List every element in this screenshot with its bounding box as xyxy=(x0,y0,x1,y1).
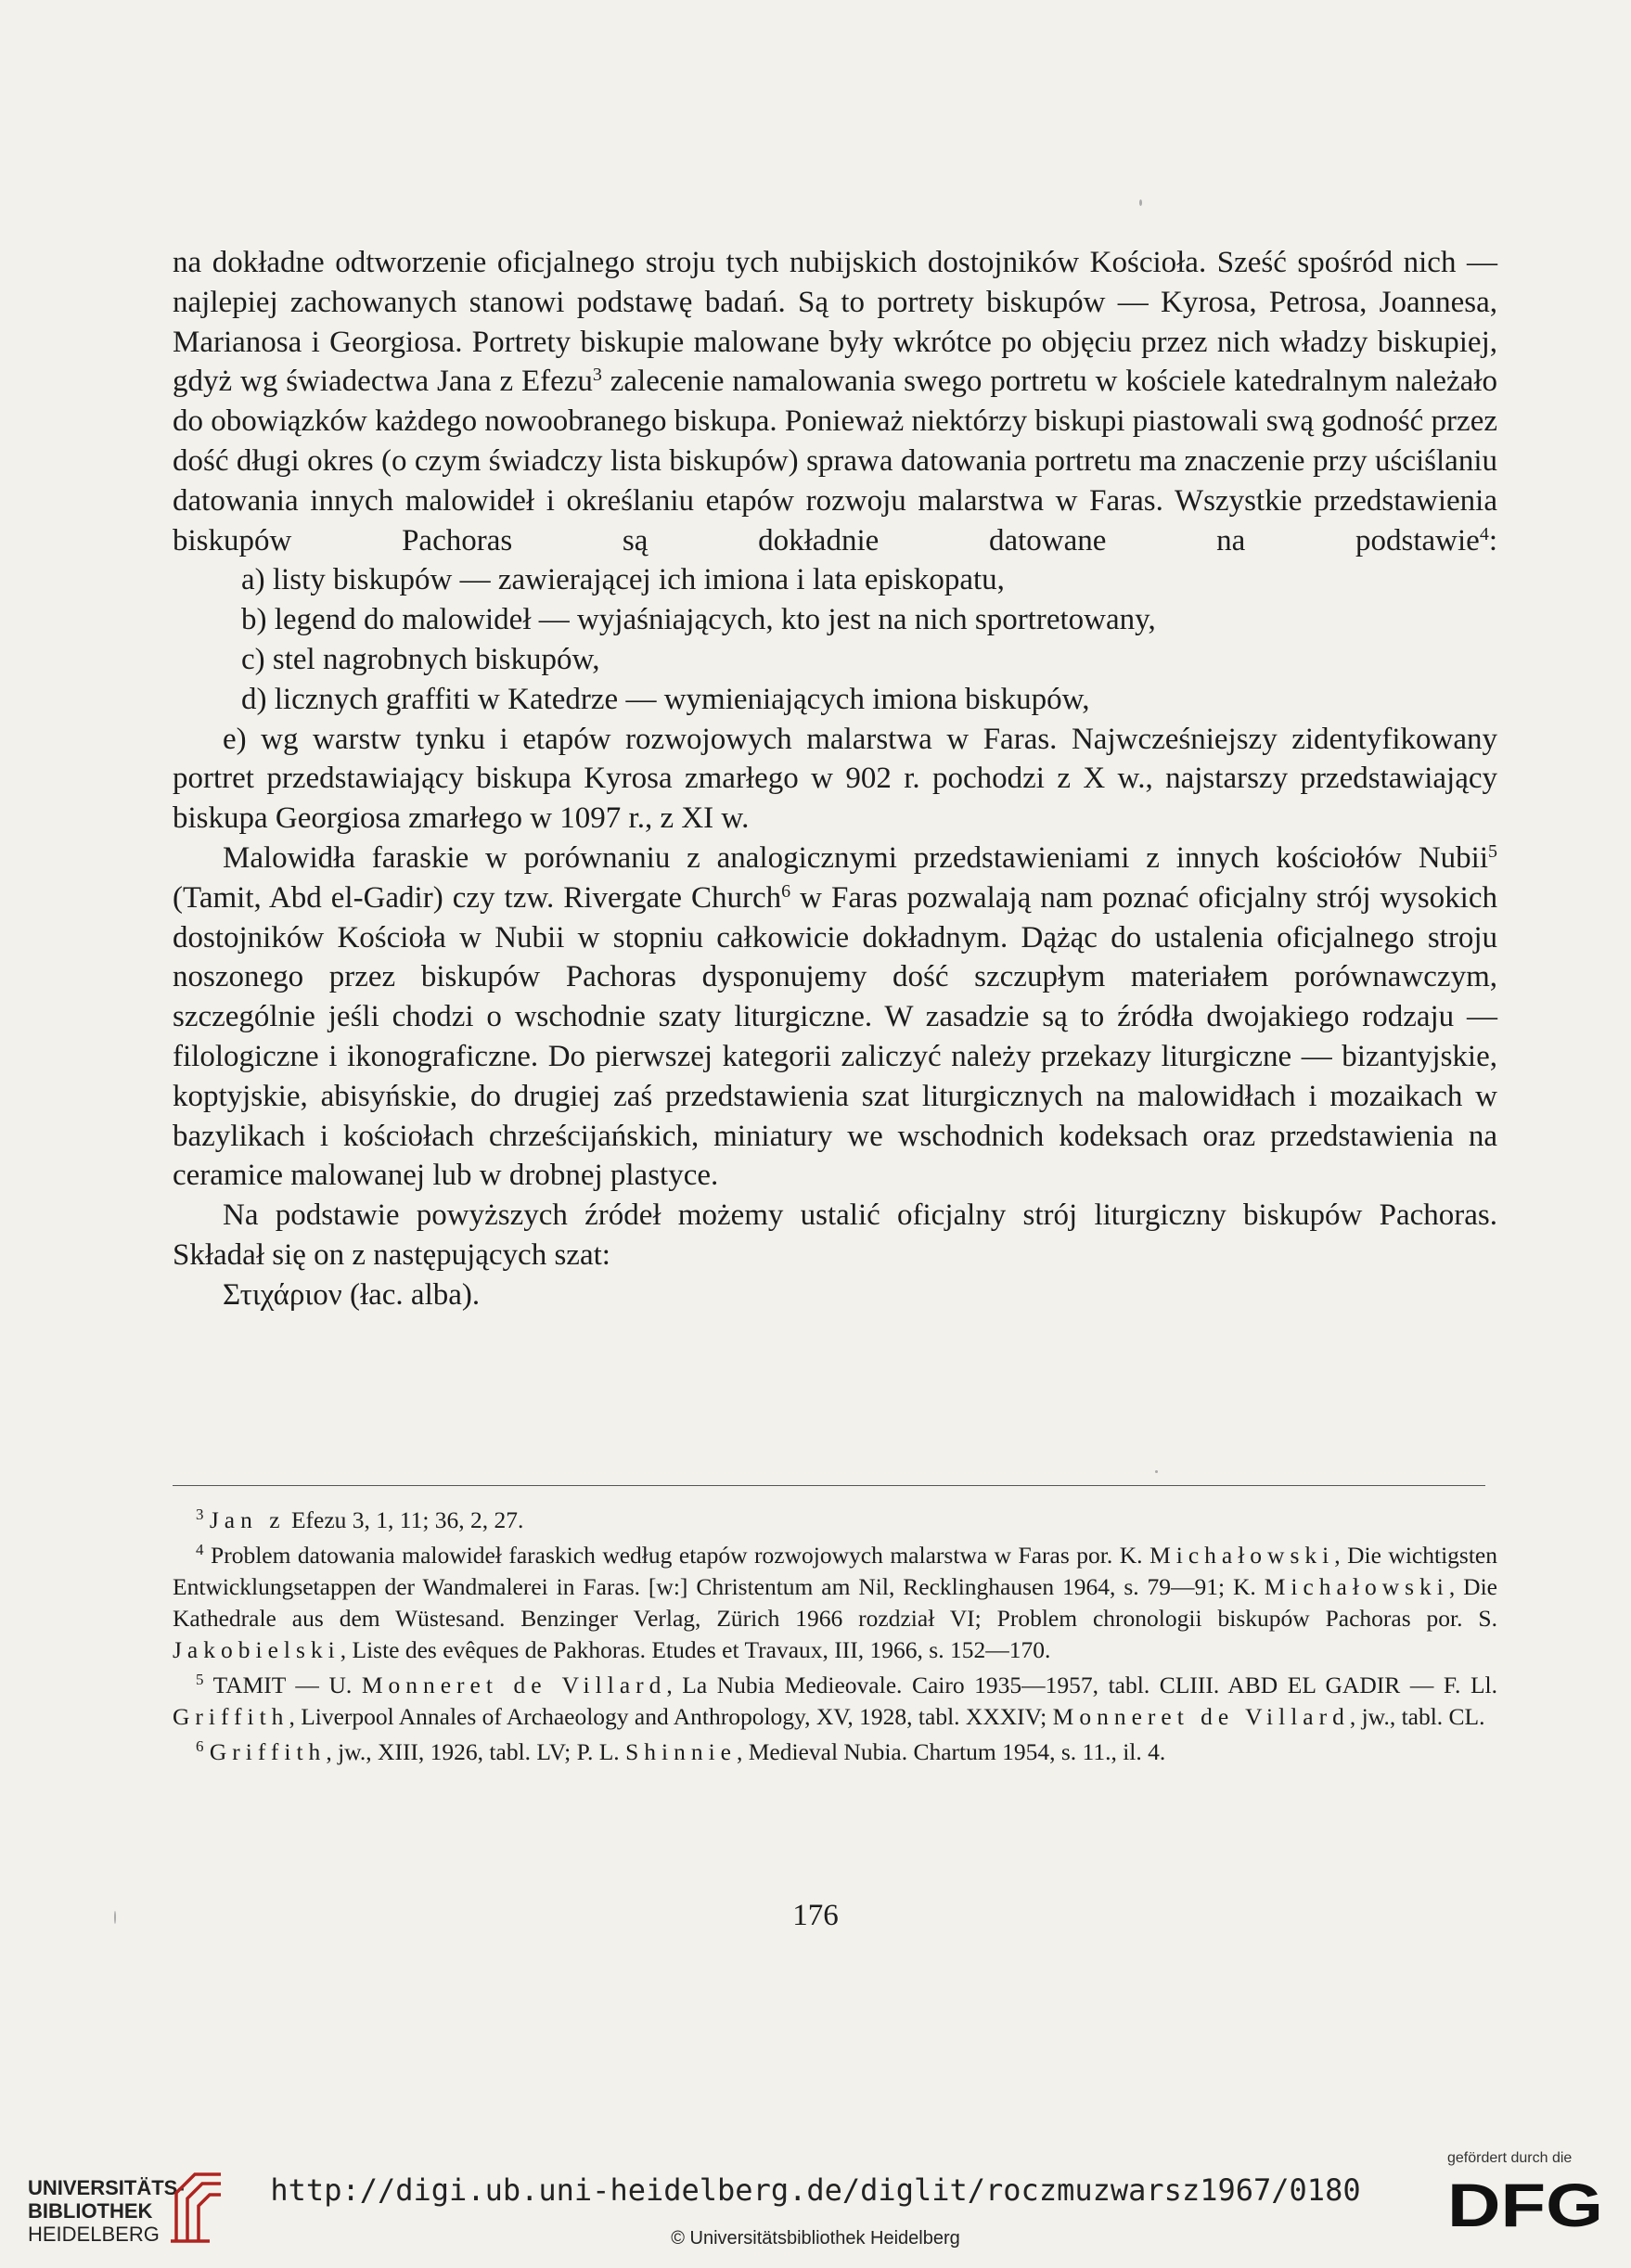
paragraph: Malowidła faraskie w porównaniu z analogicznymi przedstawieniami z innych kościołów Nubii$^5$ (Tamit, Abd el-Gadir) czy tzw. Rivergate Church$^6$ w Faras pozwalają nam poznać oficjalny strój wysokich dostojników Kościoła w Nubii w stopniu całkowicie dokładnym. Dążąc do ustalenia oficjalnego stroju noszonego przez biskupów Pachoras dysponujemy dość szczupłym materiałem porównawczym, szczególnie jeśli chodzi o wschodnie szaty liturgiczne. W zasadzie są to źródła dwojakiego rodzaju — filologiczne i ikonograficzne. Do pierwszej kategorii zaliczyć należy przekazy liturgiczne — bizantyjskie, koptyjskie, abisyńskie, do drugiej zaś przedstawienia szat liturgicznych na malowidłach i mozaikach w bazylikach i kościołach chrześcijańskich, miniatury we wschodnich kodeksach oraz przedstawienia na ceramice malowanej lub w drobnej plastyce. xyxy=(173,840,1497,1193)
footnote-number: 6 xyxy=(196,1736,204,1755)
footnote-ref[interactable]: 5 xyxy=(1488,840,1497,862)
dfg-logo-icon xyxy=(1447,2174,1605,2236)
footnote-ref[interactable]: 6 xyxy=(781,880,791,902)
author-name: Michałowski xyxy=(1149,1541,1335,1569)
footnotes xyxy=(173,1505,1497,1772)
footnote xyxy=(173,1505,1497,1536)
list-item-c: c) stel nagrobnych biskupów, xyxy=(241,642,600,676)
footnote-text: , Liste des evêques de Pakhoras. Etudes et Travaux, III, 1966, s. 152—170. xyxy=(340,1636,1051,1664)
author-name: Jan z xyxy=(209,1506,286,1533)
footnote xyxy=(173,1736,1497,1768)
author-name: Monneret de Villard xyxy=(1052,1703,1350,1731)
footnote-number: 3 xyxy=(196,1506,204,1523)
footnote-text: Problem datowania malowideł faraskich według etapów rozwojowych malarstwa w Faras por. K. xyxy=(211,1541,1150,1569)
permalink-url[interactable]: http://digi.ub.uni-heidelberg.de/diglit/roczmuzwarsz1967/0180 xyxy=(270,2172,1361,2208)
author-name: Monneret de Villard xyxy=(361,1672,667,1699)
scan-speck xyxy=(114,1911,116,1924)
digitization-footer xyxy=(0,2143,1631,2268)
svg-text:DFG: DFG xyxy=(1447,2174,1603,2236)
footnote xyxy=(173,1670,1497,1733)
body-text xyxy=(173,243,1497,1315)
scan-speck xyxy=(1139,199,1142,206)
author-name: Michałowski xyxy=(1264,1572,1449,1600)
footnote-ref[interactable]: 3 xyxy=(592,365,602,386)
funding-label: gefördert durch die xyxy=(1447,2150,1573,2166)
list-item-b: b) legend do malowideł — wyjaśniających, kto jest na nich sportretowany, xyxy=(241,603,1156,637)
author-name: Shinnie xyxy=(625,1737,737,1765)
footnote-text: , Die Kathedrale aus dem Wüstesand. Benzinger Verlag, Zürich 1966 rozdział VI; Problem chronologii biskupów Pachoras por. S. xyxy=(173,1572,1497,1633)
footnote-text: , Medieval Nubia. Chartum 1954, s. 11., il. 4. xyxy=(736,1737,1166,1765)
footnote-number: 5 xyxy=(196,1671,204,1689)
scan-speck xyxy=(1155,1470,1158,1473)
paragraph: na dokładne odtworzenie oficjalnego stroju tych nubijskich dostojników Kościoła. Sześć spośród nich — najlepiej zachowanych stanowi podstawę badań. Są to portrety biskupów — Kyrosa, Petrosa, Joannesa, Marianosa i Georgiosa. Portrety biskupie malowane były wkrótce po objęciu przez nich władzy biskupiej, gdyż wg świadectwa Jana z Efezu$^3$ zalecenie namalowania swego portretu w kościele katedralnym należało do obowiązków każdego nowoobranego biskupa. Ponieważ niektórzy biskupi piastowali swą godność przez dość długi okres (o czym świadczy lista biskupów) sprawa datowania portretu ma znaczenie przy uściślaniu datowania innych malowideł i określaniu etapów rozwoju malarstwa w Faras. Wszystkie przedstawienia biskupów Pachoras są dokładnie datowane na podstawie$^4$: xyxy=(173,246,1497,557)
author-name: Griffith xyxy=(173,1703,289,1731)
footnote-divider xyxy=(173,1485,1485,1486)
footnote-text: , jw., XIII, 1926, tabl. LV; P. L. xyxy=(326,1737,626,1765)
footnote-text: , Liverpool Annales of Archaeology and Anthropology, XV, 1928, tabl. XXXIV; xyxy=(289,1703,1053,1731)
paragraph: Na podstawie powyższych źródeł możemy ustalić oficjalny strój liturgiczny biskupów Pachoras. Składał się on z następujących szat: xyxy=(173,1198,1497,1272)
copyright-notice: © Universitätsbibliothek Heidelberg xyxy=(671,2228,960,2249)
footnote-text: , Die wichtigsten Entwicklungsetappen der Wandmalerei in Faras. [w:] Christentum am Nil, Recklinghausen 1964, s. 79—91; K. xyxy=(173,1541,1497,1600)
footnote xyxy=(173,1540,1497,1667)
footnote-text: , La Nubia Medieovale. Cairo 1935—1957, tabl. CLIII. ABD EL GADIR — F. Ll. xyxy=(666,1672,1497,1699)
footnote-text: TAMIT — U. xyxy=(212,1672,362,1699)
paragraph-greek-term: Στιχάριον (łac. alba). xyxy=(223,1277,481,1312)
library-name: UNIVERSITÄTS- BIBLIOTHEK HEIDELBERG xyxy=(28,2176,185,2246)
list-item-a: a) listy biskupów — zawierającej ich imiona i lata episkopatu, xyxy=(241,563,1005,597)
footnote-text: Efezu 3, 1, 11; 36, 2, 27. xyxy=(285,1506,524,1533)
page-number: 176 xyxy=(792,1899,839,1932)
author-name: Jakobielski xyxy=(173,1636,340,1664)
footnote-text: , jw., tabl. CL. xyxy=(1349,1703,1485,1731)
author-name: Griffith xyxy=(209,1737,327,1765)
list-item-d: d) licznych graffiti w Katedrze — wymieniających imiona biskupów, xyxy=(241,682,1090,716)
list-item-e: e) wg warstw tynku i etapów rozwojowych malarstwa w Faras. Najwcześniejszy zidentyfikowany portret przedstawiający biskupa Kyrosa zmarłego w 902 r. pochodzi z X w., najstarszy przedstawiający biskupa Georgiosa zmarłego w 1097 r., z XI w. xyxy=(173,722,1497,836)
footnote-ref[interactable]: 4 xyxy=(1479,523,1489,545)
footnote-number: 4 xyxy=(196,1540,204,1558)
